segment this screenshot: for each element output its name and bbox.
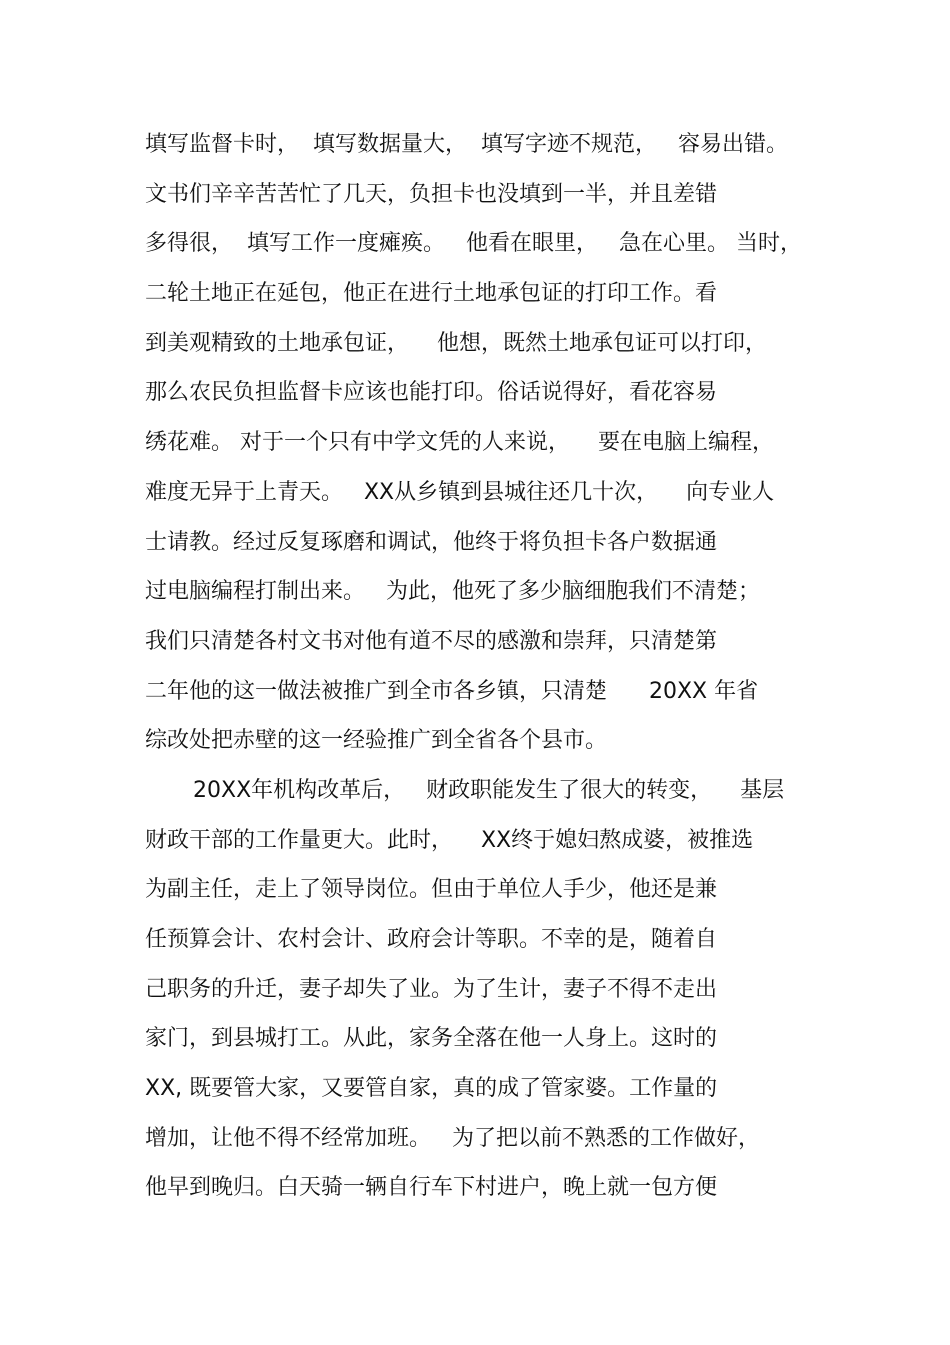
- text-line: 家门，到县城打工。从此，家务全落在他一人身上。这时的: [145, 1026, 718, 1052]
- text-line: 己职务的升迁，妻子却失了业。为了生计，妻子不得不走出: [145, 976, 718, 1002]
- text-line: 20XX年机构改革后， 财政职能发生了很大的转变， 基层: [193, 777, 785, 803]
- text-line: 过电脑编程打制出来。 为此，他死了多少脑细胞我们不清楚；: [145, 579, 760, 605]
- text-line: 二年他的这一做法被推广到全市各乡镇，只清楚 20XX 年省: [145, 678, 759, 704]
- text-line: 为副主任，走上了领导岗位。但由于单位人手少，他还是兼: [145, 877, 718, 903]
- text-line: 增加，让他不得不经常加班。 为了把以前不熟悉的工作做好，: [145, 1125, 760, 1151]
- text-line: 文书们辛辛苦苦忙了几天，负担卡也没填到一半，并且差错: [145, 181, 718, 207]
- text-line: 那么农民负担监督卡应该也能打印。俗话说得好，看花容易: [145, 380, 718, 406]
- text-line: 到美观精致的土地承包证， 他想，既然土地承包证可以打印，: [145, 330, 767, 356]
- text-line: 任预算会计、农村会计、政府会计等职。不幸的是，随着自: [145, 927, 718, 952]
- text-line: 士请教。经过反复琢磨和调试，他终于将负担卡各户数据通: [145, 529, 718, 555]
- text-line: 他早到晚归。白天骑一辆自行车下村进户，晚上就一包方便: [145, 1175, 718, 1201]
- text-line: XX, 既要管大家，又要管自家，真的成了管家婆。工作量的: [145, 1076, 718, 1102]
- text-line: 多得很， 填写工作一度瘫痪。 他看在眼里， 急在心里。 当时，: [145, 231, 802, 257]
- text-line: 绣花难。 对于一个只有中学文凭的人来说， 要在电脑上编程，: [145, 430, 774, 456]
- body-text: [145, 120, 810, 1213]
- text-line: 二轮土地正在延包，他正在进行土地承包证的打印工作。看: [145, 281, 718, 307]
- text-line: 我们只清楚各村文书对他有道不尽的感激和崇拜，只清楚第: [145, 628, 718, 654]
- text-line: 财政干部的工作量更大。此时， XX终于媳妇熬成婆，被推选: [145, 827, 754, 853]
- text-line: 填写监督卡时， 填写数据量大， 填写字迹不规范， 容易出错。: [145, 132, 788, 157]
- text-line: 综改处把赤壁的这一经验推广到全省各个县市。: [145, 728, 608, 754]
- text-line: 难度无异于上青天。 XX从乡镇到县城往还几十次， 向专业人: [145, 479, 775, 505]
